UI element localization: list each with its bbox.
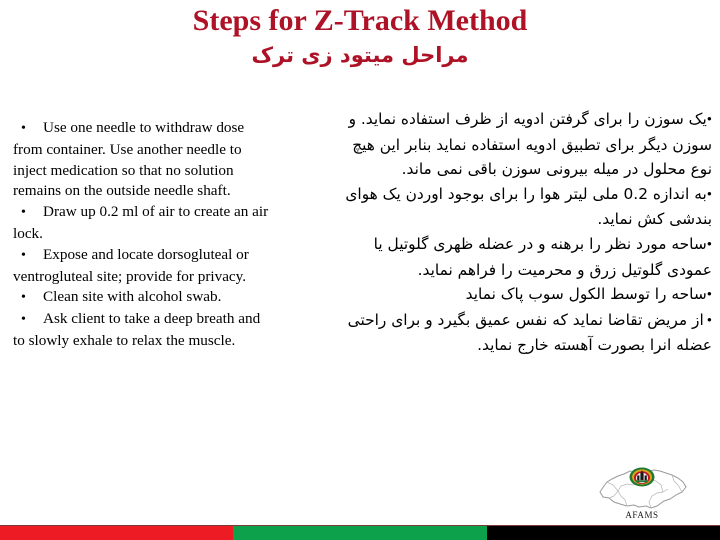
bullet-marker: • [706,186,712,203]
list-item [340,107,712,182]
dari-bullet-list [340,107,712,358]
english-bullet-list [13,118,275,352]
list-item [13,245,275,288]
bottom-color-bar [0,525,720,540]
list-item [13,287,275,309]
logo-caption: AFAMS [625,510,659,520]
list-item-text: به اندازه 0.2 ملی لیتر هوا را برای بوجود اوردن یک هوای بندشی کش نماید. [345,184,712,229]
page-title: Steps for Z-Track Method [192,4,528,37]
bullet-marker: • [706,112,712,128]
list-item [13,309,275,352]
list-item [13,202,275,245]
bullet-marker: • [706,236,712,253]
list-item-text: Expose and locate dorsogluteal or ventrogluteal site; provide for privacy. [13,245,249,285]
page-subtitle-dari: مراحل میتود زی ترک [251,43,469,67]
bullet-marker: • [21,312,26,328]
list-item-text: Draw up 0.2 ml of air to create an air lock. [13,203,269,242]
slide-title-block [0,4,720,70]
list-item [340,232,712,282]
bullet-marker: • [706,287,712,304]
list-item [340,182,712,232]
black-segment [487,526,720,540]
bullet-marker: • [21,247,26,263]
list-item [13,118,275,202]
bullet-marker: • [706,312,712,329]
list-item-text: یک سوزن را برای گرفتن ادویه از ظرف استفاده نماید. و سوزن دیگر برای تطبیق ادویه استفاده نماید بنابر این هیچ نوع محلول در میله بیرونی سوزن باقی نمی ماند. [348,110,712,179]
afams-emblem-icon [629,467,655,489]
afams-logo [594,466,690,528]
list-item [340,308,712,358]
bullet-marker: • [21,290,26,306]
list-item-text: Clean site with alcohol swab. [43,288,222,306]
list-item-text: از مریض تقاضا نماید که نفس عمیق بگیرد و برای راحتی عضله انرا بصورت آهسته خارج نماید. [347,310,712,355]
list-item-text: ساحه را توسط الکول سوب پاک نماید [465,285,707,304]
bullet-marker: • [21,121,26,136]
list-item-text: ساحه مورد نظر را برهنه و در عضله ظهری گلوتیل یا عمودی گلوتیل زرق و محرمیت را فراهم نماید. [373,234,712,279]
red-segment [0,526,233,540]
list-item-text: Ask client to take a deep breath and to slowly exhale to relax the muscle. [13,310,261,349]
bullet-marker: • [21,205,26,221]
list-item-text: Use one needle to withdraw dose from container. Use another needle to inject medication so that no solution remains on the outside needle shaft. [13,119,245,200]
list-item [340,282,712,308]
green-segment [233,526,487,540]
